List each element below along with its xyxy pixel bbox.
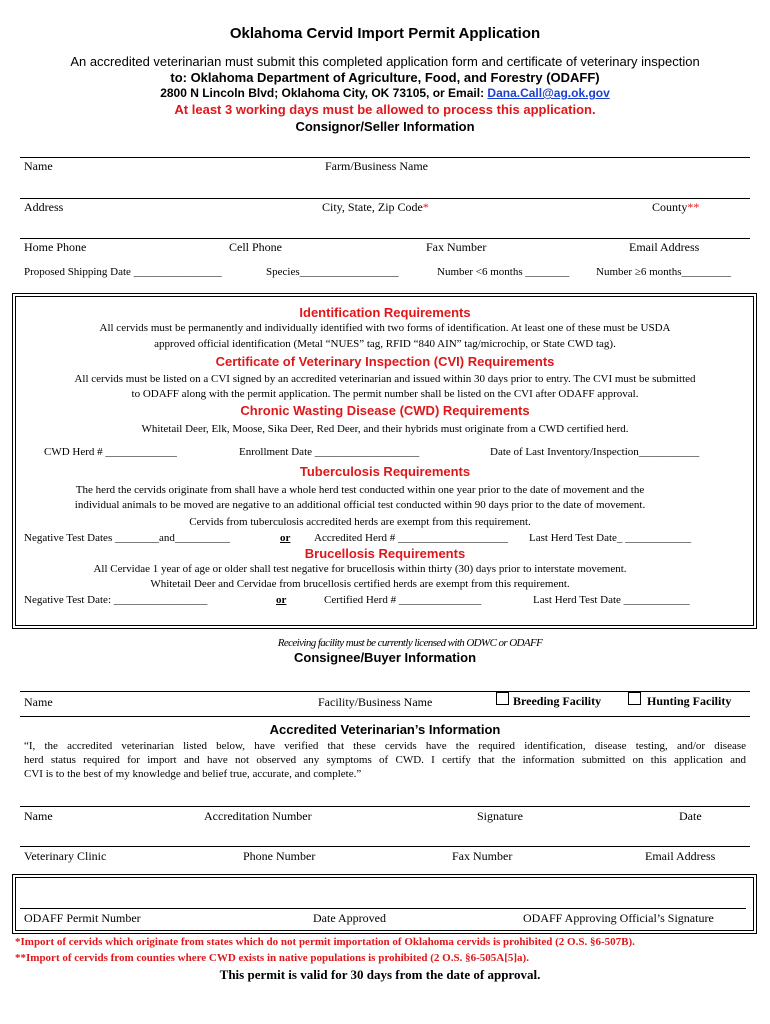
county-footnote-mark: ** [687,200,700,214]
brucellosis-last-herd-test-field[interactable]: Last Herd Test Date ____________ [533,594,690,606]
consignor-name-label: Name [24,159,53,173]
city-footnote-mark: * [422,200,429,214]
footnote-1: *Import of cervids which originate from states which do not permit importation of Oklahoma cervids is prohibited (2 O.S. §6-507B). [15,936,635,948]
divider [20,806,750,807]
or-label: or [276,594,287,606]
divider [20,198,750,199]
id-requirements-text-1: All cervids must be permanently and individually identified with two forms of identification. At least one of these must be USDA [99,322,671,334]
page-title: Oklahoma Cervid Import Permit Application [229,25,541,42]
brucellosis-text-1: All Cervidae 1 year of age or older shall test negative for brucellosis within thirty (30) days prior to interstate movement. [93,563,627,575]
consignor-city-label [322,200,429,215]
processing-notice: At least 3 working days must be allowed to process this application. [174,102,596,117]
tb-last-herd-test-field[interactable]: Last Herd Test Date_ ____________ [529,532,692,544]
tb-requirements-text-1: The herd the cervids originate from shall have a whole herd test conducted within one year prior to the date of movement and the [75,484,645,496]
cwd-requirements-title: Chronic Wasting Disease (CWD) Requirements [240,403,530,418]
brucellosis-negative-test-date-field[interactable]: Negative Test Date: _________________ [24,594,208,606]
vet-signature-label: Signature [477,809,523,823]
consignor-email-label: Email Address [629,240,700,254]
consignor-home-phone-label: Home Phone [24,240,87,254]
odaff-date-approved-label: Date Approved [313,911,386,925]
address-text: 2800 N Lincoln Blvd; Oklahoma City, OK 73105, or Email: [160,86,488,100]
city-text: City, State, Zip Code [322,200,423,214]
consignee-name-label: Name [24,695,53,709]
consignor-farm-label: Farm/Business Name [325,159,428,173]
id-requirements-text-2: approved official identification (Metal “NUES” tag, RFID “840 AIN” tag/microchip, or State CWD tag). [154,338,616,350]
vet-statement-1: “I, the accredited veterinarian listed below, have verified that these cervids have the required identification, disease testing, and/or disease [24,740,746,752]
consignor-cell-phone-label: Cell Phone [229,240,282,254]
divider [20,157,750,158]
hunting-facility-label: Hunting Facility [647,694,732,708]
intro-line-2: to: Oklahoma Department of Agriculture, Food, and Forestry (ODAFF) [170,70,600,85]
cvi-requirements-text-1: All cervids must be listed on a CVI signed by an accredited veterinarian and issued within 30 days prior to entry. The CVI must be submitted [74,373,696,385]
validity-notice: This permit is valid for 30 days from the date of approval. [219,967,541,982]
breeding-facility-checkbox[interactable] [496,692,509,705]
number-6-months-plus-field[interactable]: Number ≥6 months_________ [596,266,731,278]
consignee-facility-label: Facility/Business Name [318,695,433,709]
cwd-herd-field[interactable]: CWD Herd # _____________ [44,446,177,458]
tb-requirements-title: Tuberculosis Requirements [299,464,471,479]
brucellosis-text-2: Whitetail Deer and Cervidae from brucellosis certified herds are exempt from this requirement. [150,578,570,590]
vet-statement-2: herd status required for import and have not observed any symptoms of CWD. I certify that the information submitted on this application and [24,754,746,766]
consignor-fax-label: Fax Number [426,240,487,254]
receiving-facility-note: Receiving facility must be currently licensed with ODWC or ODAFF [277,637,543,649]
vet-clinic-label: Veterinary Clinic [24,849,107,863]
tb-negative-test-dates-field[interactable]: Negative Test Dates ________and__________ [24,532,230,544]
footnote-2: **Import of cervids from counties where CWD exists in native populations is prohibited (2 O.S. §6-505A[5]a). [15,952,529,964]
hunting-facility-checkbox[interactable] [628,692,641,705]
tb-requirements-text-2: individual animals to be moved are negative to an additional official test conducted within 90 days prior to the date of movement. [74,499,646,511]
email-link[interactable]: Dana.Call@ag.ok.gov [487,86,610,100]
divider [20,238,750,239]
vet-section-title: Accredited Veterinarian’s Information [269,722,501,737]
county-text: County [652,200,688,214]
vet-fax-label: Fax Number [452,849,513,863]
vet-accreditation-label: Accreditation Number [204,809,312,823]
vet-phone-label: Phone Number [243,849,316,863]
divider [20,716,750,717]
consignor-county-label [652,200,699,215]
vet-name-label: Name [24,809,53,823]
consignor-section-title: Consignor/Seller Information [295,119,475,134]
vet-statement-3: CVI is to the best of my knowledge and belief true, accurate, and complete.” [24,768,362,780]
brucellosis-certified-herd-field[interactable]: Certified Herd # _______________ [324,594,482,606]
number-under-6-months-field[interactable]: Number <6 months ________ [437,266,570,278]
divider [20,846,750,847]
last-inventory-date-field[interactable]: Date of Last Inventory/Inspection___________ [490,446,700,458]
brucellosis-requirements-title: Brucellosis Requirements [304,546,466,561]
species-field[interactable]: Species__________________ [266,266,399,278]
divider [20,908,746,909]
intro-line-1: An accredited veterinarian must submit this completed application form and certificate of veterinary inspection [70,54,700,69]
cvi-requirements-title: Certificate of Veterinary Inspection (CVI) Requirements [215,354,555,369]
cwd-requirements-text: Whitetail Deer, Elk, Moose, Sika Deer, Red Deer, and their hybrids must originate from a CWD certified herd. [141,423,629,435]
vet-email-label: Email Address [645,849,716,863]
shipping-date-field[interactable]: Proposed Shipping Date ________________ [24,266,222,278]
odaff-permit-number-label: ODAFF Permit Number [24,911,141,925]
consignee-section-title: Consignee/Buyer Information [293,650,477,665]
vet-date-label: Date [679,809,702,823]
tb-requirements-text-3: Cervids from tuberculosis accredited herds are exempt from this requirement. [189,516,531,528]
tb-accredited-herd-field[interactable]: Accredited Herd # ____________________ [314,532,508,544]
intro-line-3 [0,86,770,100]
or-label: or [280,532,291,544]
odaff-official-signature-label: ODAFF Approving Official’s Signature [523,911,714,925]
enrollment-date-field[interactable]: Enrollment Date ___________________ [239,446,420,458]
cvi-requirements-text-2: to ODAFF along with the permit application. The permit number shall be listed on the CVI after ODAFF approval. [131,388,639,400]
id-requirements-title: Identification Requirements [299,305,471,320]
breeding-facility-label: Breeding Facility [513,694,602,708]
consignor-address-label: Address [24,200,64,214]
